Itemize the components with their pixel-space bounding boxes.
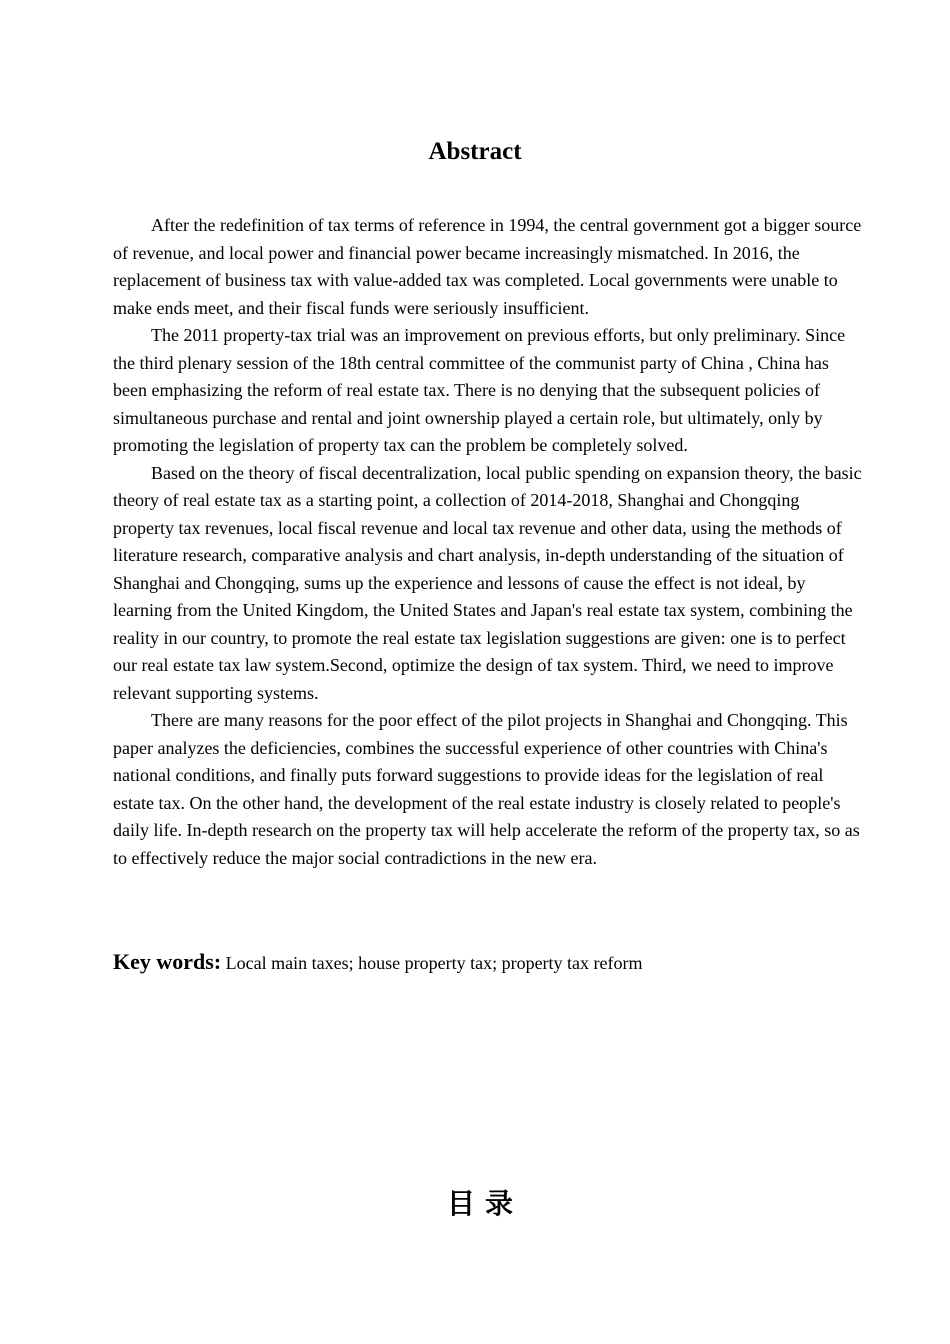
keywords-label: Key words: [113,949,222,974]
abstract-paragraph-2: The 2011 property-tax trial was an improvement on previous efforts, but only preliminary. Since the third plenary session of the 18th central committee of the communist party of China , China has been emphasizing the reform of real estate tax. There is no denying that the subsequent policies of simultaneous purchase and rental and joint ownership played a certain role, but ultimately, only by promoting the legislation of property tax can the problem be completely solved. [113,325,846,455]
abstract-paragraph-1: After the redefinition of tax terms of reference in 1994, the central government got a bigger source of revenue, and local power and financial power became increasingly mismatched. In 2016, the replacement of business tax with value-added tax was completed. Local governments were unable to make ends meet, and their fiscal funds were seriously insufficient. [113,215,862,318]
keywords-line [113,947,863,978]
keywords-text: Local main taxes; house property tax; property tax reform [221,953,643,973]
abstract-body [113,212,863,872]
abstract-paragraph-3: Based on the theory of fiscal decentralization, local public spending on expansion theory, the basic theory of real estate tax as a starting point, a collection of 2014-2018, Shanghai and Chongqing property tax revenues, local fiscal revenue and local tax revenue and other data, using the methods of literature research, comparative analysis and chart analysis, in-depth understanding of the situation of Shanghai and Chongqing, sums up the experience and lessons of cause the effect is not ideal, by learning from the United Kingdom, the United States and Japan's real estate tax system, combining the reality in our country, to promote the real estate tax legislation suggestions are given: one is to perfect our real estate tax law system.Second, optimize the design of tax system. Third, we need to improve relevant supporting systems. [113,462,862,703]
abstract-paragraph-4: There are many reasons for the poor effect of the pilot projects in Shanghai and Chongqing. This paper analyzes the deficiencies, combines the successful experience of other countries with China's national conditions, and finally puts forward suggestions to provide ideas for the legislation of real estate tax. On the other hand, the development of the real estate industry is closely related to people's daily life. In-depth research on the property tax will help accelerate the reform of the property tax, so as to effectively reduce the major social contradictions in the new era. [113,710,860,868]
toc-title: 目录 [446,1187,523,1220]
abstract-title: Abstract [428,138,522,165]
